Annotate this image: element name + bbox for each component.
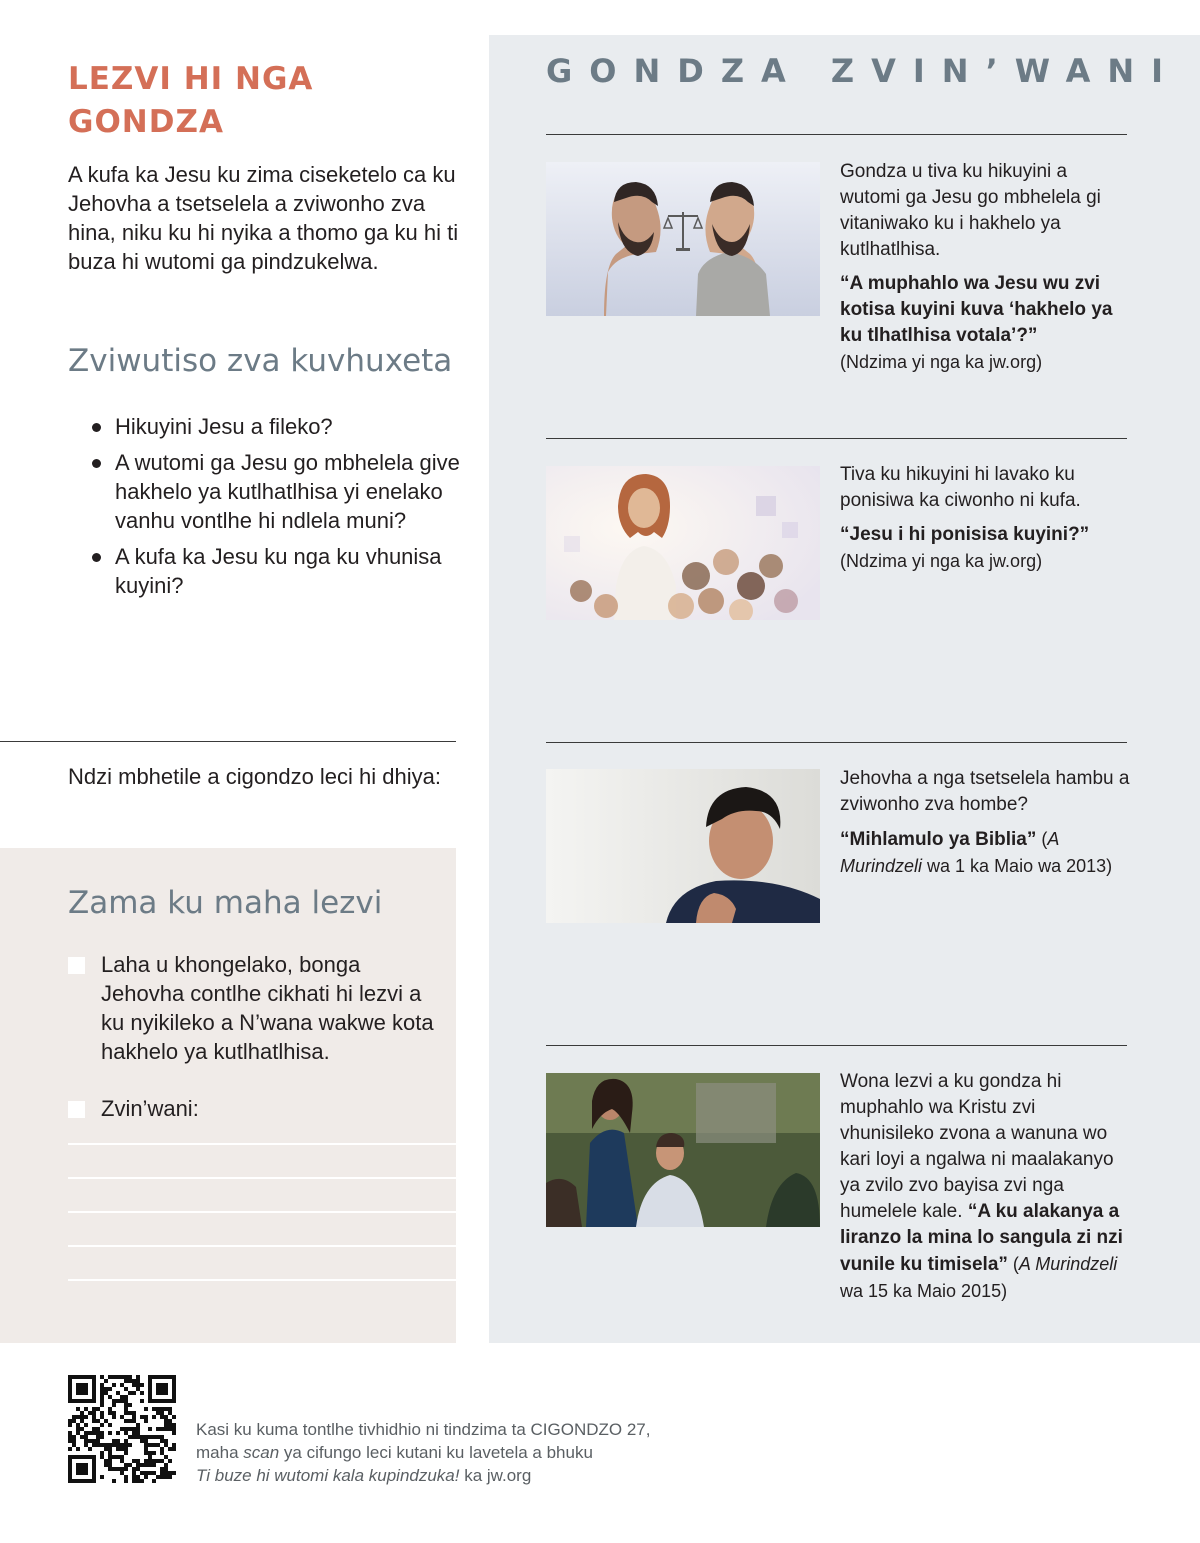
article-link[interactable]: “A ku alakanya a liranzo la mina lo sangula zi nzi vunile ku timisela”: [840, 1201, 1123, 1275]
writing-line: [68, 1143, 456, 1145]
writing-line: [68, 1245, 456, 1247]
list-item: Hikuyini Jesu a fileko?: [92, 412, 462, 441]
article-link[interactable]: “Jesu i hi ponisisa kuyini?”: [840, 524, 1090, 545]
list-item: A wutomi ga Jesu go mbhelela give hakhelo ya kutlhatlhisa yi enelako vanhu vontlhe hi ndlela muni?: [92, 448, 462, 535]
learn-intro: A kufa ka Jesu ku zima ciseketelo ca ku Jehovha a tsetselela a zviwonho zva hina, niku ku hi nyika a thomo ga ku hi ti buza hi wutomi ga pindzukelwa.: [68, 162, 459, 274]
bullet-icon: [92, 553, 101, 562]
completed-date-label: Ndzi mbhetile a cigondzo leci hi dhiya:: [68, 764, 441, 789]
try-heading: Zama ku maha lezvi: [68, 885, 383, 921]
jesus-people-image: [546, 466, 820, 620]
checklist-item: Laha u khongelako, bonga Jehovha contlhe cikhati hi lezvi a ku nyikileko a N’wana wakwe kota hakhelo ya kutlhatlhisa.: [68, 950, 438, 1066]
learn-title: LEZVI HI NGA GONDZA: [68, 61, 314, 140]
checkbox[interactable]: [68, 1101, 85, 1118]
divider: [546, 134, 1127, 135]
review-heading: Zviwutiso zva kuvhuxeta: [68, 343, 453, 379]
article-link[interactable]: “Mihlamulo ya Biblia”: [840, 829, 1037, 850]
bullet-icon: [92, 459, 101, 468]
qr-code-icon[interactable]: [68, 1375, 176, 1483]
praying-man-image: [546, 769, 820, 923]
more-heading: GONDZA ZVIN’WANI: [546, 52, 1181, 90]
divider: [546, 742, 1127, 743]
bullet-icon: [92, 423, 101, 432]
divider: [0, 741, 456, 742]
article-link[interactable]: “A muphahlo wa Jesu wu zvi kotisa kuyini kuva ‘hakhelo ya ku tlhatlhisa votala’?”: [840, 273, 1113, 346]
writing-line: [68, 1211, 456, 1213]
couple-friends-image: [546, 1073, 820, 1227]
checklist-item: Zvin’wani:: [68, 1094, 438, 1123]
divider: [546, 438, 1127, 439]
writing-line: [68, 1177, 456, 1179]
checkbox[interactable]: [68, 957, 85, 974]
two-men-scale-image: [546, 162, 820, 316]
more-entry: Jehovha a nga tsetselela hambu a zviwonho zva hombe? “Mihlamulo ya Biblia” (A Murindzeli wa 1 ka Maio wa 2013): [840, 768, 1130, 876]
list-item: A kufa ka Jesu ku nga ku vhunisa kuyini?: [92, 542, 462, 600]
divider: [546, 1045, 1127, 1046]
review-questions: [92, 412, 462, 607]
more-entry: Gondza u tiva ku hikuyini a wutomi ga Jesu go mbhelela gi vitaniwako ku i hakhelo ya kutlhatlhisa. “A muphahlo wa Jesu wu zvi kotisa kuyini kuva ‘hakhelo ya ku tlhatlhisa votala’?” (Ndzima yi nga ka jw.org): [840, 161, 1113, 372]
footer-note: Kasi ku kuma tontlhe tivhidhio ni tindzima ta CIGONDZO 27, maha scan ya cifungo leci kutani ku lavetela a bhuku Ti buze hi wutomi kala kupindzuka! ka jw.org: [196, 1420, 651, 1485]
writing-line: [68, 1279, 456, 1281]
more-entry: Wona lezvi a ku gondza hi muphahlo wa Kristu zvi vhunisileko zvona a wanuna wo kari loyi a ngalwa ni maalakanyo ya zvilo zvo bayisa zvi nga humelele kale. “A ku alakanya a liranzo la mina lo sangula zi nzi vunile ku timisela” (A Murindzeli wa 15 ka Maio 2015): [840, 1071, 1123, 1301]
more-entry: Tiva ku hikuyini hi lavako ku ponisiwa ka ciwonho ni kufa. “Jesu i hi ponisisa kuyini?” (Ndzima yi nga ka jw.org): [840, 464, 1090, 571]
